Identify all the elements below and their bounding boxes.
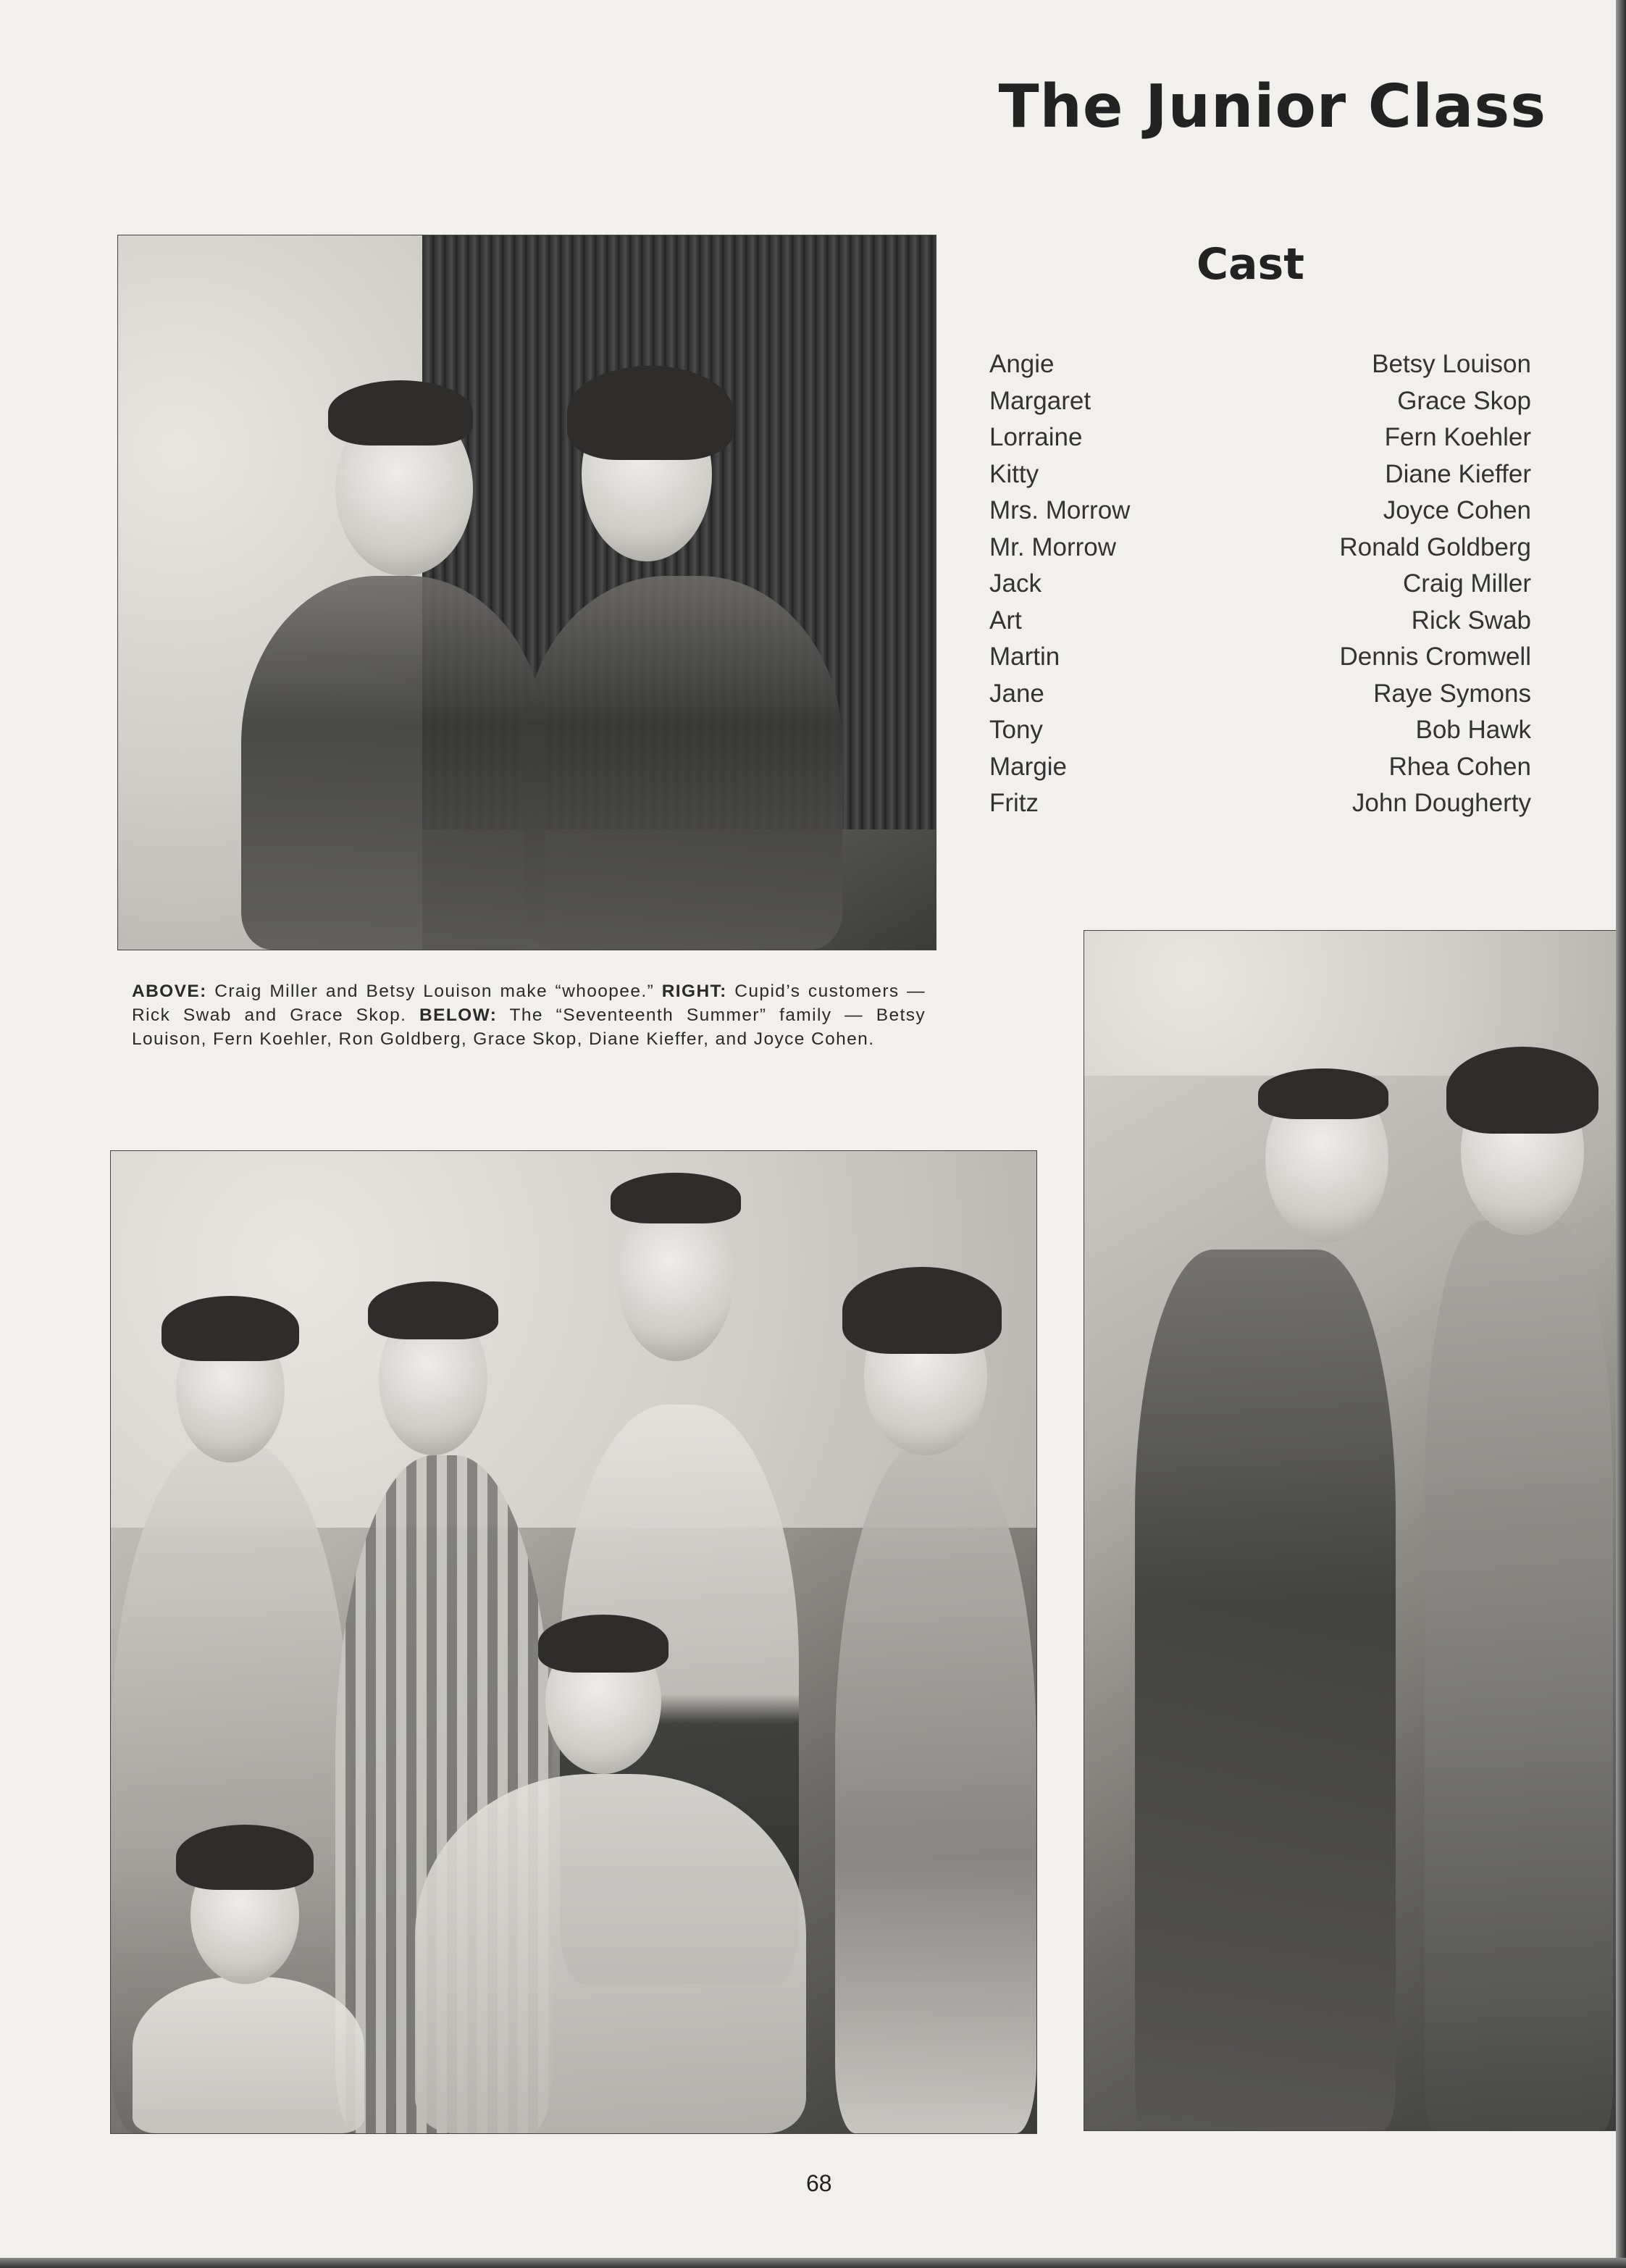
cast-row [989,712,1531,749]
page-title: The Junior Class [998,72,1546,141]
cast-row [989,493,1531,530]
cast-row [989,346,1531,383]
cast-actor: Dennis Cromwell [1339,643,1531,671]
cast-actor: Fern Koehler [1384,423,1531,451]
cast-role: Lorraine [989,423,1083,451]
cast-role: Fritz [989,789,1039,817]
cast-row [989,383,1531,420]
cast-actor: Grace Skop [1397,386,1531,415]
cast-role: Jack [989,569,1042,598]
binding-edge [1616,0,1626,2268]
caption-below-label: BELOW: [419,1005,498,1025]
cast-actor: Joyce Cohen [1383,496,1531,524]
cast-row [989,785,1531,822]
photo-right [1084,930,1617,2131]
cast-actor: Rhea Cohen [1388,752,1531,781]
cast-role: Angie [989,350,1055,378]
cast-actor: Craig Miller [1403,569,1531,598]
cast-row [989,603,1531,640]
caption-above-label: ABOVE: [132,982,207,1001]
cast-row [989,639,1531,676]
bottom-edge [0,2258,1626,2268]
cast-actor: John Dougherty [1351,789,1531,817]
cast-role: Martin [989,643,1060,671]
photo-above [117,235,936,950]
cast-actor: Diane Kieffer [1385,459,1531,488]
cast-list [989,346,1531,822]
cast-actor: Raye Symons [1373,679,1531,708]
cast-row [989,456,1531,493]
cast-role: Kitty [989,459,1039,488]
cast-row [989,566,1531,603]
cast-heading: Cast [1197,239,1304,290]
caption-below-text: The “Seventeenth Summer” family — Betsy Louison, Fern Koehler, Ron Goldberg, Grace Skop, Diane Kieffer, and Joyce Cohen. [132,1005,926,1049]
caption-above-text: Craig Miller and Betsy Louison make “whoopee.” [206,982,662,1001]
cast-row [989,419,1531,456]
cast-row [989,530,1531,566]
cast-actor: Rick Swab [1411,606,1531,635]
cast-role: Mr. Morrow [989,532,1116,561]
cast-actor: Betsy Louison [1372,350,1531,378]
photo-below [110,1150,1037,2134]
cast-actor: Ronald Goldberg [1339,532,1531,561]
cast-row [989,676,1531,713]
caption-right-label: RIGHT: [661,982,727,1001]
photo-caption [132,979,926,1051]
cast-role: Mrs. Morrow [989,496,1131,524]
cast-role: Jane [989,679,1044,708]
cast-actor: Bob Hawk [1415,716,1531,744]
cast-role: Art [989,606,1022,635]
cast-role: Margie [989,752,1067,781]
page-number: 68 [806,2170,832,2196]
cast-row [989,749,1531,786]
cast-role: Margaret [989,386,1091,415]
caption-right-text: Cupid’s customers — Rick Swab and Grace Skop. [132,982,926,1025]
cast-role: Tony [989,716,1043,744]
